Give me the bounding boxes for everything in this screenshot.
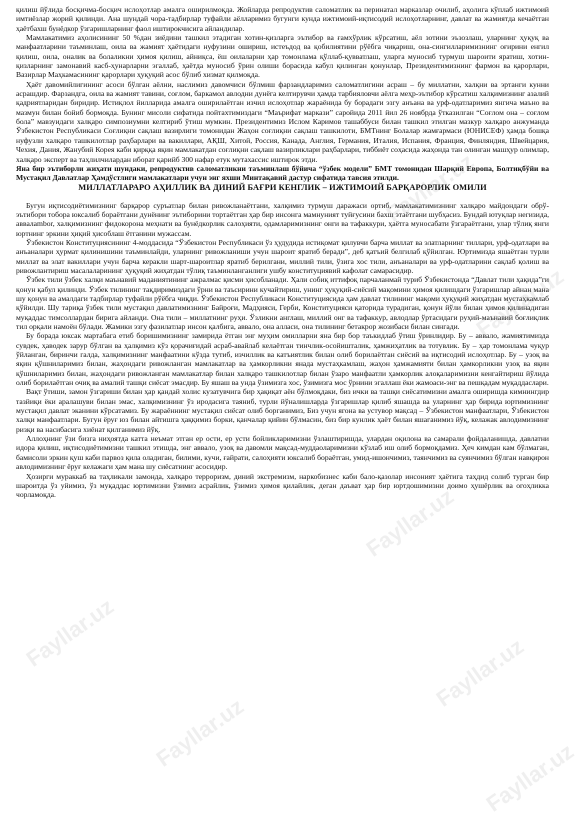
- watermark-5: Fayllar.uz: [21, 593, 119, 672]
- paragraph-bottom-2: Ўзбекистон Конституциясининг 4-моддасида “Ўзбекистон Республикаси ўз ҳудудида истиқомат қилувчи барча миллат ва элатларнинг тиллари, урф-одатлари ва анъаналари ҳурмат қилинишини таъминлайди, уларнинг ривожланиши учун шароит яратиб беради”, деб қатъий белгилаб қўйилган. Юртимизда яшаётган турли миллат ва элат вакиллари учун барча керакли шарт-шароитлар яратиб берилгани, миллий тили, ўзига хос тили, анъаналари ва урф-одатларини сақлаб қолиш ва ривожлантириш масалаларининг ҳуқуқий жиҳатдан тўлиқ таъминланганлиги ушбу конституциявий кафолат самарасидир.: [16, 237, 549, 275]
- paragraph-top-2: Мамлакатимиз аҳолисининг 50 %дан зиёдини ташкил этадиган хотин-қизларга эътибор ва ғамхўрлик кўрсатиш, аёл зотини эъзозлаш, уларнинг ҳуқуқ ва манфаатларини таъминлаш, оила ва жамият ҳаётидаги нуфузини ошириш, истеъдод ва қобилиятини рўёбга чиқариш, она-сингилларимизнинг оғирини енгил қилиш, оила, оналик ва болаликни ҳимоя қилиш, айниқса, ёш оилаларни ҳар томонлама қўллаб-қувватлаш, уларга муносиб турмуш шароити яратиш, хотин-қизларнинг замонавий касб-ҳунарларни эгаллаб, ҳаётда муносиб ўрин олиши борасида кабул қилинган қонунлар, Президентимизнинг фармон ва қарорлари, Вазирлар Маҳкамасининг қарорлари ҳуқуқий асос бўлиб хизмат қилмоқда.: [16, 33, 549, 80]
- paragraph-bottom-6: Аллоҳнинг ўзи бизга ниҳоятда катта неъмат этган ер ости, ер усти бойликларимизни ўзлаштиришда, улардан оқилона ва самарали фойдаланишда, давлатни идора қилиш, иқтисодиётимизни ташкил этишда, энг аввало, узоқ ва давомли мақсад-муддаоларимизни кўзлаб иш олиб бормоқдамиз. Ҳеч кимдан кам бўлмаган, бамисоли эркин қуш каби парвоз қила оладиган, билими, кучи, ғайрати, салоҳияти юксалиб бораётган, умид-ишончимиз, таянчимиз ва суянчимиз бўлган навқирон авлодимизнинг ёруғ келажаги ҳам мана шу сиёсатнинг асосидир.: [16, 434, 549, 472]
- watermark-6: Fayllar.uz: [151, 693, 249, 772]
- watermark-1: Fayllar.uz: [381, 148, 479, 227]
- paragraph-bottom-7: Ҳозирги мураккаб ва таҳликали замонда, халқаро терроризм, диний экстремизм, наркобизнес каби бало-қазолар инсоният ҳаётига таҳдид солиб турган бир шароитда ўз уйимиз, ўз муқаддас юртимизни ўзимиз асрайлик, ўзимиз ҳимоя қилайлик, деган даъват ҳар бир юртдошимизни доимо ҳушёрлик ва огоҳликка чорламоқда.: [16, 471, 549, 500]
- watermark-4: Fayllar.uz: [431, 633, 529, 712]
- section-title: МИЛЛАТЛАРАРО АҲИЛЛИК ВА ДИНИЙ БАҒРИ КЕНГЛИК – ИЖТИМОИЙ БАРҚАРОРЛИК ОМИЛИ: [78, 182, 487, 192]
- paragraph-bottom-5: Вақт ўтиши, замон ўзгариши билан ҳар қандай холис кузатувчига бир ҳақиқат аён бўлмоқдаки, биз ички ва ташқи сиёсатимизни амалга оширишда кимнингдир тазйиқи ёки аралашуви билан эмас, халқимизнинг ўз иродасига таяниб, турли йўналишларда ўзгаришлар қилиб яшашда ва уларнинг ҳар бирида юртимизнинг мустақил давлат эканини кўрсатамиз. Бу жараённинг мустақил сиёсат олиб борганимиз, Биз учун ягона ва устувор мақсад – Ўзбекистон манфаатлари, Ўзбекистон халқи манфаатлари. Бугун ёруғ юз билан айтишга ҳаққимиз борки, қанчалар қийин бўлмасин, биз бир кунлик ҳаёт билан яшаганимиз йўқ, келажак авлодимизнинг ризқи ва насибасига хиёнат қилганимиз йўқ.: [16, 387, 549, 434]
- paragraph-top-3: Ҳаёт давомийлигининг асоси бўлган аёлни, наслимиз давомчиси бўлмиш фарзандларимиз саломатлигини асраш – бу миллатни, халқни ва эртанги кунни асрашдир. Фарзандга, оила ва жамият тавини, соғлом, баркамол авлодни дунёга келтирувчи ҳамда тарбияловчи аёлга меҳр-эътибор кўрсатиш халқимизнинг азалий қадриятларидан биридир. Истиқлол йилларида амалга оширилаётган изчил ислоҳотлар жараёнида бу борадаги эзгу анъана ва урф-одатларимиз янгича маъно ва мазмун билан бойиб бормоқда. Бунинг мисоли сифатида пойтахтимиздаги “Маърифат маркази” саройида 2011 йил 26 ноябрда ўтказилган “Соғлом она – соғлом бола” мавзуидаги халқаро симпозиумни келтириб ўтиш мумкин. Президентимиз Ислом Каримов ташаббуси билан ташкил этилган мазкур халқаро анжуманда Ўзбекистон Республикаси Соғлиқни сақлаш вазирлиги томонидан Жаҳон соғлиқни сақлаш ташкилоти, БМТнинг Болалар жамғармаси (ЮНИСЕФ) ҳамда бошқа нуфузли халқаро ташкилотлар раҳбарлари ва вакиллари, АҚШ, Хитой, Россия, Канада, Англия, Германия, Италия, Испания, Франция, Финляндия, Швейцария, Чехия, Дания, Жанубий Корея каби қирққа яқин мамлакатдан соғлиқни сақлаш вазирликлари раҳбарлари, тиббиёт соҳасида жаҳонда тан олинган машҳур олимлар, халқаро эксперт ва таҳлилчилардан иборат қарийб 300 нафар етук мутахассис иштирок этди.: [16, 79, 549, 164]
- watermark-2: Fayllar.uz: [471, 263, 569, 342]
- watermark-3: Fayllar.uz: [361, 483, 459, 562]
- bold-paragraph: Яна бир эътиборли жиҳати шундаки, репродуктив саломатликни таъминлаш бўйича “ўзбек модели” БМТ томонидан Шарқий Европа, Болтиқбўйи ва Мустақил Давлатлар Ҳамдўстлиги мамлакатлари учун энг яхши Минтақавий дастур сифатида тавсия этилди.: [16, 163, 549, 183]
- paragraph-bottom-4: Бу борада юксак мартабага етиб боришимизнинг замирида ётган энг муҳим омилларни яна бир бор таъкидлаб ўтиш ўринлидир. Бу – аввало, жамиятимизда сувдек, ҳаводек зарур бўлган ва ҳалқимиз кўз қорачиғидай асраб-авайлаб келаётган тинчлик-осойишталик, ҳамжиҳатлик ва тотувлик. Бу – ҳар томонлама чуқур ўйланган, биринчи галда, халқимизнинг манфаатини кўзда тутиб, изчиллик ва катъиятлик билан олиб борилаётган сиёсий ва иқтисодий ислоҳотлар. Бу – узоқ ва яқин қўшниларимиз билан, жаҳондаги ривожланган мамлакатлар ва ҳамкорликни янада мустаҳкамлаш, жаҳон ҳамжамияти билан ҳамкорликни узоқ ва яқин қўшниларимиз билан, жаҳондаги ривожланган мамлакатлар билан халқаро ташкилотлар билан ўзаро манфаатли ҳамкорлик алоқаларимизни кенгайтириш йўлида олиб борилаётган очиқ ва амалий ташқи сиёсат эмасдир. Бу яшаш ва унда ўзимизга хос, ўзимизга мос ўрнини эгаллаш ёки жамоаси-энг ва пешқадам муқаддаслари.: [16, 331, 549, 388]
- paragraph-bottom-3: Ўзбек тили ўзбек халқи маънавий маданиятининг ажралмас қисми ҳисобланади. Ҳали собиқ иттифоқ парчаланмай туриб Ўзбекистонда “Давлат тили ҳақида”ги қонун қабул қилинди. Ўзбек тилининг тақдиримиздаги ўрни ва таъсирини кучайтириш, унинг ҳуқуқий-сиёсий мақомини ҳимоя қилишдаги ўзгаришлар айнан мана шу қонун ва амалдаги тадбирлар туфайли рўёбга чиқди. Ўзбекистон Республикаси Конституциясида ҳам давлат тилининг мақоми ҳуқуқий жиҳатдан мустаҳкамлаб қўйилди. Шу тариқа ўзбек тили мустақил давлатимизнинг Байроғи, Мадҳияси, Герби, Конституцияси қаторида турадиган, қонун йўли билан ҳимоя қилинадиган муқаддас тимсоллардан бирига айланди. Она тили – миллатнинг руҳи. Ўзликни англаш, миллий онг ва тафаккур, авлодлар ўртасидаги руҳий-маънавий боғлиқлик тил орқали намоён бўлади. Жамики эзгу фазилатлар инсон қалбига, аввало, она алласи, она тилининг бетакрор жозибаси билан сингади.: [16, 275, 549, 331]
- paragraph-top-1: қилиш йўлида босқичма-босқич ислоҳотлар амалга оширилмоқда. Жойларда репродуктив саломатлик ва перинатал марказлар очилиб, аҳолига кўплаб ижтимоий имтиёзлар жорий қилинди. Ана шундай чора-тадбирлар туфайли аёлларимиз бугунги кунда ижтимоий-иқтисодий ислоҳотларнинг, давлат ва жамиятда кечаётган ҳаётбахш бунёдкор ўзгаришларнинг фаол иштирокчисига айландилар.: [16, 5, 549, 33]
- watermark-7: Fayllar.uz: [481, 738, 579, 817]
- paragraph-bottom-1: Бугун иқтисодиётимизнинг барқарор суръатлар билан ривожланаётгани, халқимиз турмуш даражаси ортиб, мамлакатимизнинг халқаро майдондаги обрў-эътибори тобора юксалиб бораётгани дунёнинг эътиборини тортаётган ҳар бир инсонга мамнуният туйғусини бахш этаётгани шубҳасиз. Бундай ютуқлар негизида, аввалambor, халқимизнинг фидокорона меҳнати ва бунёдкорлик салоҳияти, одамларимизнинг онги ва тафаккури, ҳаётга муносабати ўзгараётгани, улар тўлиқ янги юртнинг эркини ҳиқий ҳисоблаш ётганини мужассам.: [16, 200, 549, 238]
